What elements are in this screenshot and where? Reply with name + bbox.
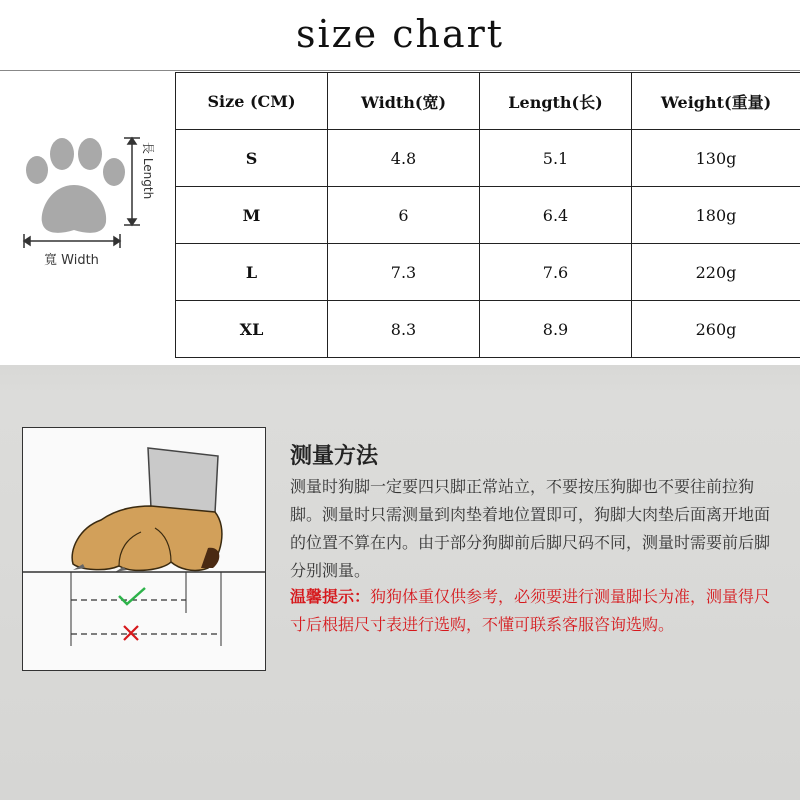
measure-illustration: [22, 427, 266, 671]
divider: [0, 70, 800, 71]
header-weight: Weight(重量): [632, 73, 800, 130]
width-cell: 4.8: [328, 130, 480, 187]
measure-panel: [0, 365, 800, 800]
size-cell: S: [176, 130, 328, 187]
cross-icon: [124, 626, 138, 640]
dog-paw-illustration: [23, 428, 265, 670]
size-cell: XL: [176, 301, 328, 358]
tip-block: [290, 583, 780, 639]
header-width: Width(宽): [328, 73, 480, 130]
length-cell: 6.4: [480, 187, 632, 244]
table-header-row: [176, 73, 800, 130]
table-row: [176, 187, 800, 244]
paw-print-icon: [26, 138, 125, 233]
length-cell: 8.9: [480, 301, 632, 358]
size-cell: L: [176, 244, 328, 301]
page-title: size chart: [295, 12, 505, 56]
width-label: 寬 Width: [44, 253, 99, 268]
tip-text: 狗狗体重仅供参考，必须要进行测量脚长为准，测量得尺寸后根据尺寸表进行选购，不懂可联系客服咨询选购。: [290, 587, 771, 634]
header-length: Length(长): [480, 73, 632, 130]
table-row: [176, 130, 800, 187]
length-arrow: [124, 138, 140, 225]
weight-cell: 130g: [632, 130, 800, 187]
tip-label: 温馨提示：: [290, 587, 371, 606]
length-cell: 5.1: [480, 130, 632, 187]
paw-measure-diagram: [12, 130, 162, 275]
weight-cell: 180g: [632, 187, 800, 244]
measure-heading: 测量方法: [290, 444, 379, 469]
length-cell: 7.6: [480, 244, 632, 301]
header-size: Size (CM): [176, 73, 328, 130]
width-cell: 8.3: [328, 301, 480, 358]
width-cell: 6: [328, 187, 480, 244]
weight-cell: 220g: [632, 244, 800, 301]
weight-cell: 260g: [632, 301, 800, 358]
measure-instructions: 测量时狗脚一定要四只脚正常站立，不要按压狗脚也不要往前拉狗脚。测量时只需测量到肉垫着地位置即可，狗脚大肉垫后面离开地面的位置不算在内。由于部分狗脚前后脚尺码不同，测量时需要前后脚分别测量。: [290, 477, 771, 580]
check-icon: [119, 588, 145, 604]
length-label: 長 Length: [141, 142, 155, 200]
table-row: [176, 301, 800, 358]
size-cell: M: [176, 187, 328, 244]
table-row: [176, 244, 800, 301]
width-arrow: [24, 234, 120, 248]
size-table: [175, 72, 800, 358]
width-cell: 7.3: [328, 244, 480, 301]
